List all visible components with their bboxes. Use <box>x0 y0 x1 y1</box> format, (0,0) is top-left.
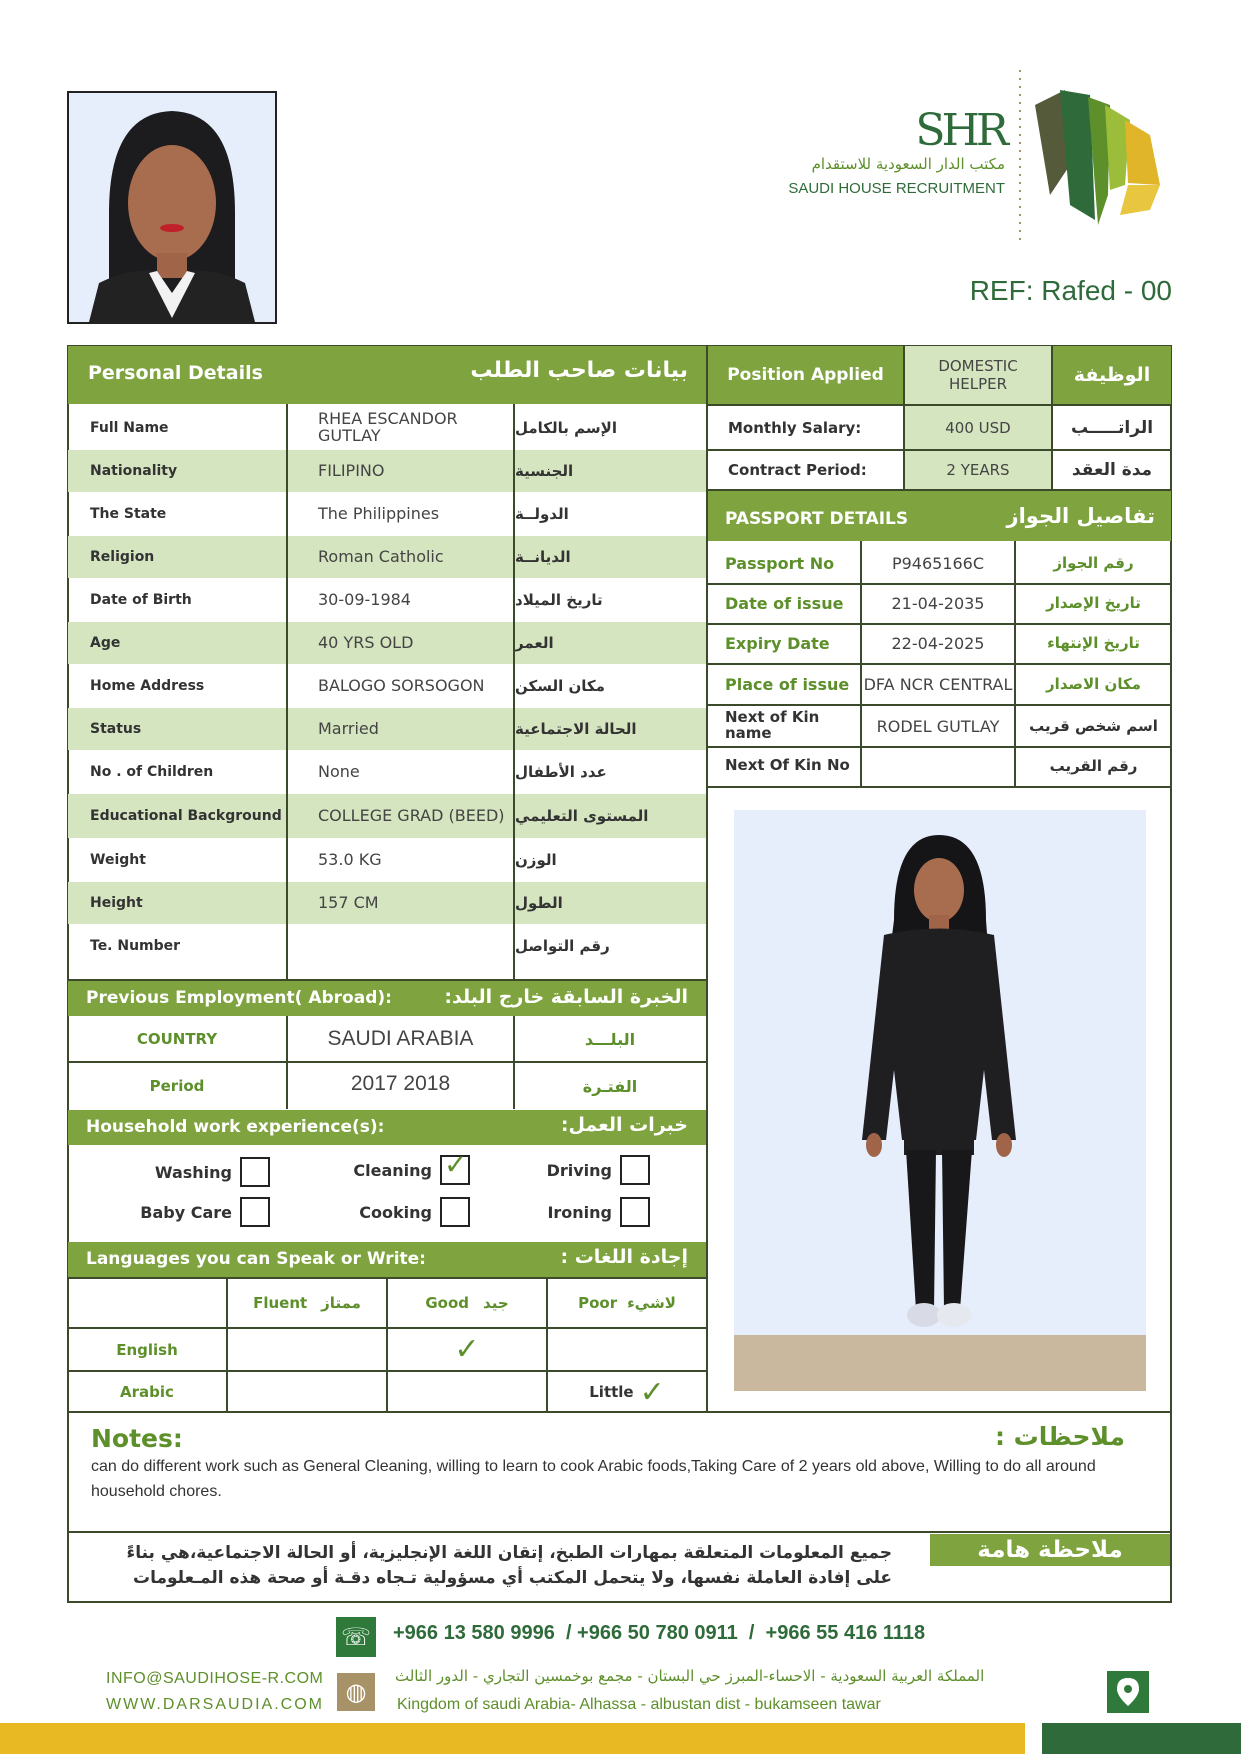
languages-title-arabic: إجادة اللغات : <box>560 1246 688 1268</box>
fluent-column-header <box>228 1279 386 1327</box>
field-label: Status <box>68 708 286 750</box>
household-item <box>470 1153 650 1187</box>
previous-employment-title-arabic: الخبرة السابقة خارج البلد: <box>444 986 688 1008</box>
field-label: Full Name <box>90 420 169 436</box>
applicant-portrait-photo <box>67 91 277 324</box>
applicant-full-body-photo <box>734 810 1146 1391</box>
location-pin-icon <box>1107 1671 1149 1713</box>
personal-details-title: Personal Details <box>88 362 263 384</box>
passport-field-value: 22-04-2025 <box>891 633 985 653</box>
period-label: Period <box>149 1077 205 1095</box>
household-item-checkbox[interactable] <box>240 1157 270 1187</box>
contract-period-label: Contract Period: <box>728 461 867 479</box>
footer-yellow-bar <box>0 1723 1025 1754</box>
address-english: Kingdom of saudi Arabia- Alhassa - albustan dist - bukamseen tawar <box>397 1696 881 1713</box>
field-value: BALOGO SORSOGON <box>318 675 485 695</box>
field-label: Date of Birth <box>90 592 192 608</box>
position-applied-label: Position Applied <box>727 365 884 385</box>
country-value: SAUDI ARABIA <box>327 1027 474 1050</box>
important-notice-line1: جميع المعلومات المتعلقة بمهارات الطبخ، إتقان اللغة الإنجليزية، أو الحالة الاجتماعية،هي بناءً <box>126 1543 892 1563</box>
household-item <box>290 1195 470 1229</box>
passport-field-label-arabic: رقم القريب <box>1049 757 1138 775</box>
field-label: No . of Children <box>90 764 214 780</box>
passport-field-value: 21-04-2035 <box>891 593 985 613</box>
passport-field-label: Date of issue <box>725 593 844 613</box>
important-notice-title: ملاحظة هامة <box>977 1537 1123 1563</box>
email-link[interactable]: INFO@SAUDIHOSE-R.COM <box>106 1670 324 1687</box>
divider <box>513 1016 515 1109</box>
passport-field-label-arabic: مكان الاصدار <box>1046 675 1141 693</box>
notes-title-arabic: ملاحظات : <box>994 1422 1125 1451</box>
field-label-arabic: الجنسية <box>515 450 706 492</box>
arabic-poor-cell <box>548 1372 706 1412</box>
phone-numbers[interactable]: +966 13 580 9996 / +966 50 780 0911 / +966 55 416 1118 <box>393 1622 926 1644</box>
household-item <box>290 1148 470 1187</box>
passport-field-value <box>862 746 1014 786</box>
field-label: The State <box>90 506 167 522</box>
passport-field-label: Place of issue <box>725 674 850 694</box>
field-label: Height <box>68 882 286 924</box>
english-good-checkmark: ✓ <box>454 1332 480 1367</box>
poor-column-header <box>548 1279 706 1327</box>
passport-field-label: Passport No <box>725 553 835 573</box>
position-applied-value: DOMESTIC HELPER <box>905 346 1051 404</box>
household-experience-title-arabic: خبرات العمل: <box>560 1114 688 1136</box>
field-label-arabic: تاريخ الميلاد <box>515 591 603 609</box>
passport-field-value: DFA NCR CENTRAL <box>863 674 1013 694</box>
field-value: 30-09-1984 <box>318 589 411 609</box>
field-label: Age <box>68 622 286 664</box>
passport-field-label: Next of Kin name <box>725 708 820 742</box>
divider <box>68 1061 707 1063</box>
field-label: Nationality <box>68 450 286 492</box>
passport-details-title-arabic: تفاصيل الجواز <box>1006 504 1155 528</box>
field-value: Married <box>288 708 513 750</box>
field-value: 40 YRS OLD <box>288 622 513 664</box>
divider <box>1014 541 1016 788</box>
household-item-checkbox[interactable] <box>440 1197 470 1227</box>
notes-text: can do different work such as General Cleaning, willing to learn to cook Arabic foods,Taking Care of 2 years old above, Willing to do all around household chores. <box>91 1458 1096 1500</box>
passport-details-title: PASSPORT DETAILS <box>725 509 909 529</box>
field-value: RHEA ESCANDOR GUTLAY <box>318 409 458 445</box>
english-row-label: English <box>116 1340 178 1359</box>
household-item-label: Washing <box>154 1162 232 1182</box>
globe-icon: ◍ <box>337 1673 375 1711</box>
field-label: Home Address <box>90 678 205 694</box>
fluent-label: Fluent <box>253 1294 308 1312</box>
monthly-salary-label: Monthly Salary: <box>728 418 862 437</box>
address-arabic: المملكة العربية السعودية - الاحساء-المبرز حي البستان - مجمع بوخمسين التجاري - الدور الثالث <box>395 1667 985 1685</box>
field-label-arabic: رقم التواصل <box>515 937 610 955</box>
field-value: None <box>318 761 360 781</box>
passport-field-label-arabic: رقم الجواز <box>1053 554 1134 572</box>
field-label-arabic: الحالة الاجتماعية <box>515 708 706 750</box>
field-value <box>288 924 513 968</box>
household-item-label: Baby Care <box>140 1202 232 1222</box>
household-item <box>90 1155 270 1189</box>
fluent-label-arabic: ممتاز <box>321 1294 361 1312</box>
passport-field-label: Expiry Date <box>725 633 830 653</box>
contract-period-label-arabic: مدة العقد <box>1071 460 1153 480</box>
field-label-arabic: المستوى التعليمي <box>515 794 706 838</box>
reference-number: REF: Rafed - 00 <box>969 275 1172 306</box>
field-label: Te. Number <box>90 938 181 954</box>
field-label-arabic: الطول <box>515 882 706 924</box>
household-item-label: Cooking <box>359 1202 432 1222</box>
field-value: Roman Catholic <box>288 536 513 578</box>
passport-field-label: Next Of Kin No <box>725 756 850 775</box>
position-applied-label-arabic: الوظيفة <box>1053 346 1171 404</box>
field-label-arabic: الوزن <box>515 851 557 869</box>
household-item-checkbox[interactable] <box>620 1197 650 1227</box>
divider <box>68 1531 1172 1533</box>
divider <box>860 541 862 788</box>
household-item-checkbox[interactable] <box>620 1155 650 1185</box>
field-value: 157 CM <box>288 882 513 924</box>
field-label-arabic: الديانــة <box>515 536 706 578</box>
company-logo-initials: SHR <box>915 105 1005 156</box>
monthly-salary-value: 400 USD <box>905 406 1051 449</box>
personal-details-title-arabic: بيانات صاحب الطلب <box>470 358 688 383</box>
passport-field-label-arabic: تاريخ الإصدار <box>1046 594 1141 612</box>
period-label-arabic: الفتـرة <box>582 1076 638 1096</box>
field-value: 53.0 KG <box>318 849 382 869</box>
important-notice-line2: على إفادة العاملة نفسها، ولا يتحمل المكتب أي مسؤولية تـجاه دقـة أو صحة هذه المـعلومات <box>132 1568 892 1588</box>
good-label-arabic: جيد <box>483 1294 509 1312</box>
languages-title: Languages you can Speak or Write: <box>86 1249 426 1269</box>
field-value: FILIPINO <box>288 450 513 492</box>
field-label-arabic: العمر <box>515 622 706 664</box>
good-label: Good <box>425 1294 470 1312</box>
monthly-salary-label-arabic: الراتـــــب <box>1070 417 1154 438</box>
country-label: COUNTRY <box>136 1030 218 1048</box>
field-value: COLLEGE GRAD (BEED) <box>288 794 513 838</box>
passport-field-label-arabic: تاريخ الإنتهاء <box>1047 634 1140 652</box>
household-experience-title: Household work experience(s): <box>86 1117 385 1137</box>
household-item-label: Ironing <box>547 1202 612 1222</box>
poor-label: Poor <box>578 1294 618 1312</box>
divider <box>286 404 288 981</box>
phone-icon: ☏ <box>336 1617 376 1657</box>
divider <box>708 786 1171 788</box>
field-label: Educational Background <box>68 794 286 838</box>
field-label-arabic: الإسم بالكامل <box>515 419 617 437</box>
divider <box>286 1016 288 1109</box>
checkmark-icon: ✓ <box>444 1148 468 1181</box>
household-item-checkbox[interactable] <box>440 1148 470 1185</box>
passport-field-value: RODEL GUTLAY <box>876 716 1000 736</box>
household-item <box>90 1195 270 1229</box>
field-label-arabic: مكان السكن <box>515 677 605 695</box>
field-label-arabic: عدد الأطفال <box>515 763 607 781</box>
country-label-arabic: البلـــد <box>584 1029 636 1049</box>
company-name-english: SAUDI HOUSE RECRUITMENT <box>788 180 1005 197</box>
household-item-label: Cleaning <box>353 1160 432 1180</box>
household-item-checkbox[interactable] <box>240 1197 270 1227</box>
company-name-arabic: مكتب الدار السعودية للاستقدام <box>811 155 1005 173</box>
divider <box>513 404 515 981</box>
contract-period-value: 2 YEARS <box>905 451 1051 489</box>
notes-title: Notes: <box>91 1424 183 1453</box>
website-link[interactable]: WWW.DARSAUDIA.COM <box>106 1696 324 1713</box>
field-value: The Philippines <box>318 503 440 523</box>
footer-green-bar <box>1042 1723 1241 1754</box>
previous-employment-title: Previous Employment( Abroad): <box>86 988 392 1008</box>
household-item <box>470 1195 650 1229</box>
company-logo <box>1010 65 1200 240</box>
period-value: 2017 2018 <box>350 1072 451 1095</box>
field-label: Weight <box>90 852 146 868</box>
good-column-header <box>388 1279 546 1327</box>
divider <box>68 1411 1172 1413</box>
field-label: Religion <box>68 536 286 578</box>
little-label: Little <box>589 1383 634 1401</box>
poor-label-arabic: لاشيء <box>627 1294 676 1312</box>
field-label-arabic: الدولــة <box>515 505 569 523</box>
passport-field-value: P9465166C <box>891 553 985 573</box>
arabic-little-checkmark: ✓ <box>639 1374 665 1410</box>
household-item-label: Driving <box>546 1160 612 1180</box>
arabic-row-label: Arabic <box>120 1383 174 1401</box>
passport-field-label-arabic: اسم شخص قريب <box>1029 717 1158 735</box>
